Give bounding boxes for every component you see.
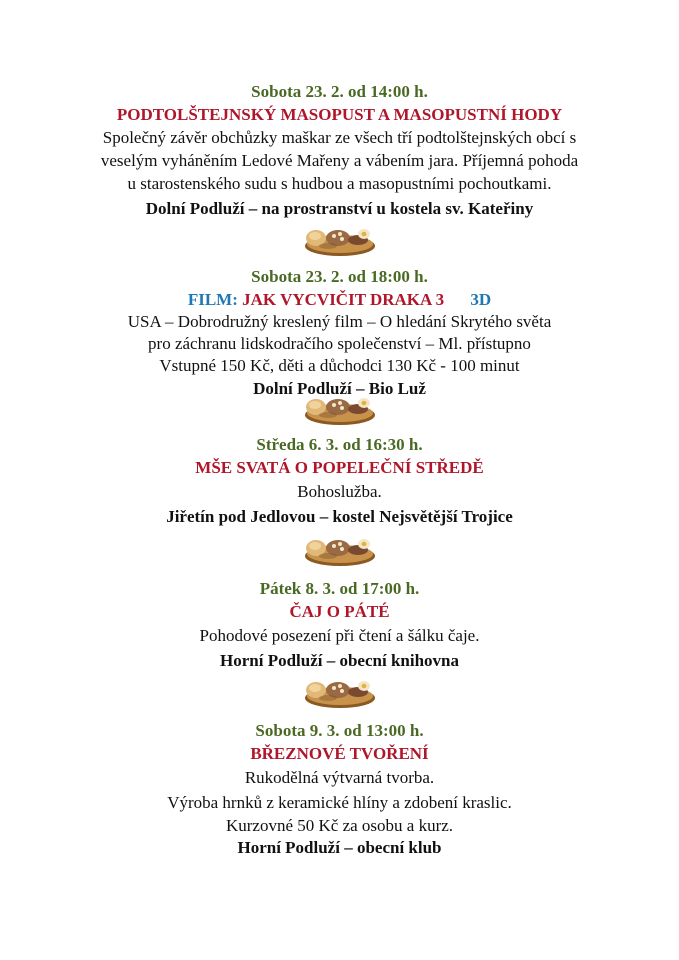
event-3 [0, 433, 679, 529]
event-venue: Dolní Podluží – na prostranství u kostela sv. Kateřiny [145, 199, 534, 218]
event-venue: Horní Podluží – obecní knihovna [220, 651, 459, 670]
event-title: MŠE SVATÁ O POPELEČNÍ STŘEDĚ [195, 458, 484, 477]
event-1 [0, 80, 679, 220]
event-description-line: pro záchranu lidskodračího společenství – Ml. přístupno [148, 334, 531, 353]
event-description-line: Bohoslužba. [297, 482, 382, 501]
film-label: FILM: [187, 290, 238, 309]
food-platter-icon [302, 672, 378, 710]
food-platter-icon [302, 530, 378, 568]
event-title: JAK VYCVIČIT DRAKA 3 [242, 290, 445, 309]
event-title: ČAJ O PÁTÉ [289, 602, 390, 621]
event-date: Sobota 23. 2. od 18:00 h. [251, 267, 428, 286]
event-2 [0, 265, 679, 400]
event-title-row [0, 288, 679, 311]
event-description-line: Kurzovné 50 Kč za osobu a kurz. [225, 816, 454, 835]
event-title: BŘEZNOVÉ TVOŘENÍ [250, 744, 429, 763]
event-date: Sobota 23. 2. od 14:00 h. [251, 82, 428, 101]
event-description-line: Rukodělná výtvarná tvorba. [244, 768, 435, 787]
event-description-line: Pohodové posezení při čtení a šálku čaje. [199, 626, 480, 645]
event-description-line: Výroba hrnků z keramické hlíny a zdobení kraslic. [167, 793, 512, 812]
event-description-line: veselým vyháněním Ledové Mařeny a vábením jara. Příjemná pohoda [100, 151, 579, 170]
event-description-line: Společný závěr obchůzky maškar ze všech tří podtolštejnských obcí s [102, 128, 577, 147]
event-4 [0, 577, 679, 673]
event-description-line: Vstupné 150 Kč, děti a důchodci 130 Kč - 100 minut [159, 356, 520, 375]
event-description-line: u starostenského sudu s hudbou a masopustními pochoutkami. [127, 174, 552, 193]
event-date: Pátek 8. 3. od 17:00 h. [259, 579, 420, 598]
event-venue: Horní Podluží – obecní klub [237, 838, 442, 857]
event-date: Středa 6. 3. od 16:30 h. [256, 435, 423, 454]
event-5 [0, 719, 679, 859]
event-description-line: USA – Dobrodružný kreslený film – O hledání Skrytého světa [127, 312, 552, 331]
event-title: PODTOLŠTEJNSKÝ MASOPUST A MASOPUSTNÍ HODY [116, 105, 563, 124]
food-platter-icon [302, 389, 378, 427]
event-venue: Jiřetín pod Jedlovou – kostel Nejsvětější Trojice [166, 507, 513, 526]
event-date: Sobota 9. 3. od 13:00 h. [255, 721, 424, 740]
food-platter-icon [302, 220, 378, 258]
film-format-badge: 3D [470, 290, 492, 309]
event-venue: Dolní Podluží – Bio Luž [253, 379, 426, 398]
